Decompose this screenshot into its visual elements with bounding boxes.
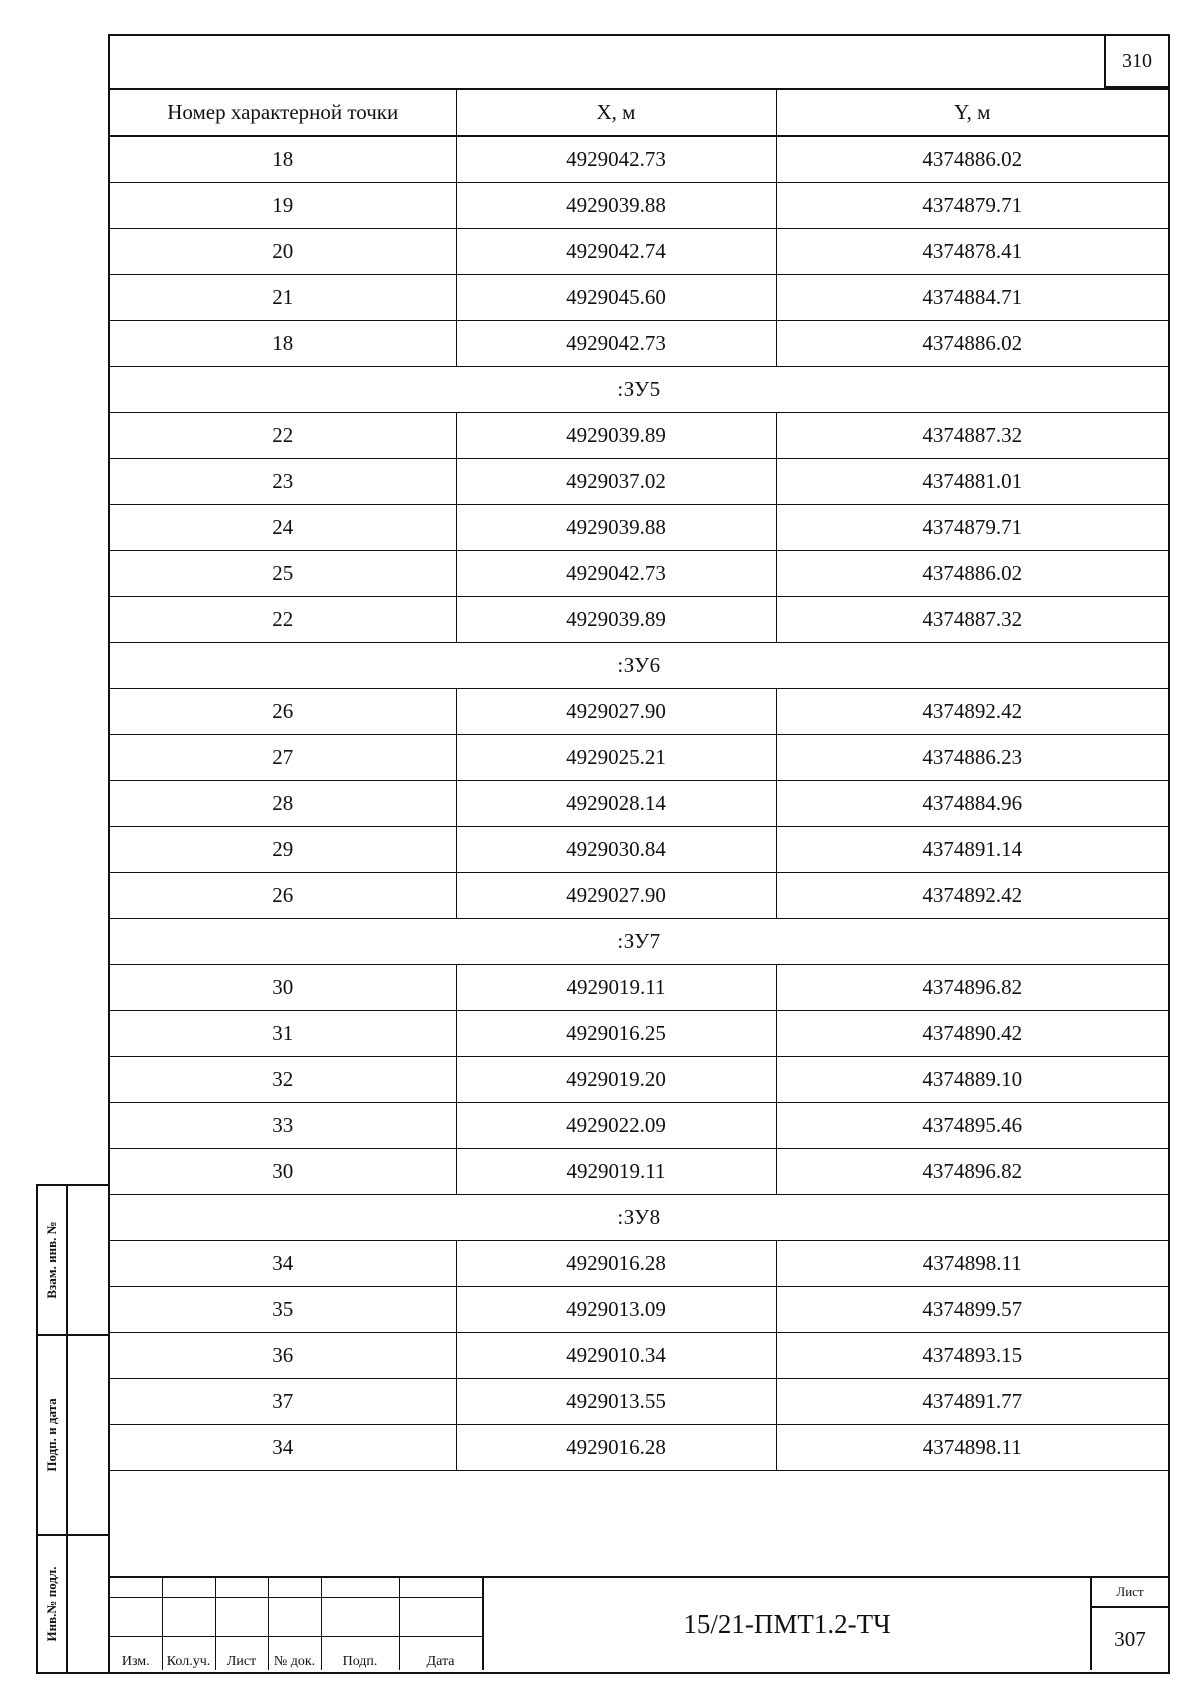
cell-y: 4374896.82 bbox=[776, 1149, 1168, 1195]
cell-y: 4374893.15 bbox=[776, 1333, 1168, 1379]
table-row bbox=[110, 551, 1168, 597]
column-doc-number: № док. bbox=[268, 1636, 321, 1670]
cell-x: 4929045.60 bbox=[456, 275, 776, 321]
table-row bbox=[110, 781, 1168, 827]
cell-x: 4929022.09 bbox=[456, 1103, 776, 1149]
section-row bbox=[110, 367, 1168, 413]
table-row bbox=[110, 735, 1168, 781]
cell-y: 4374887.32 bbox=[776, 413, 1168, 459]
table-row bbox=[110, 689, 1168, 735]
table-row bbox=[110, 321, 1168, 367]
cell-x: 4929019.20 bbox=[456, 1057, 776, 1103]
cell-point-number: 25 bbox=[110, 551, 456, 597]
document-code: 15/21-ПМТ1.2-ТЧ bbox=[482, 1578, 1092, 1670]
cell-y: 4374886.23 bbox=[776, 735, 1168, 781]
table-row bbox=[110, 413, 1168, 459]
coordinates-table bbox=[110, 88, 1168, 1471]
table-row bbox=[110, 1149, 1168, 1195]
cell-point-number: 21 bbox=[110, 275, 456, 321]
cell-point-number: 34 bbox=[110, 1241, 456, 1287]
table-row bbox=[110, 136, 1168, 183]
table-row bbox=[110, 459, 1168, 505]
cell-point-number: 18 bbox=[110, 136, 456, 183]
column-kol-uch: Кол.уч. bbox=[162, 1636, 215, 1670]
cell-x: 4929042.73 bbox=[456, 551, 776, 597]
section-row bbox=[110, 643, 1168, 689]
cell-x: 4929039.88 bbox=[456, 183, 776, 229]
cell-y: 4374879.71 bbox=[776, 183, 1168, 229]
cell-point-number: 32 bbox=[110, 1057, 456, 1103]
column-signature: Подп. bbox=[321, 1636, 399, 1670]
cell-x: 4929019.11 bbox=[456, 1149, 776, 1195]
cell-y: 4374884.71 bbox=[776, 275, 1168, 321]
table-row bbox=[110, 1241, 1168, 1287]
cell-point-number: 35 bbox=[110, 1287, 456, 1333]
cell-point-number: 28 bbox=[110, 781, 456, 827]
cell-point-number: 20 bbox=[110, 229, 456, 275]
stamp-label: Инв.№ подл. bbox=[44, 1566, 59, 1642]
cell-y: 4374890.42 bbox=[776, 1011, 1168, 1057]
page-number: 310 bbox=[1104, 36, 1168, 88]
cell-y: 4374898.11 bbox=[776, 1241, 1168, 1287]
table-header-row bbox=[110, 89, 1168, 136]
cell-x: 4929042.73 bbox=[456, 321, 776, 367]
stamp-label: Взам. инв. № bbox=[44, 1221, 59, 1299]
cell-x: 4929039.88 bbox=[456, 505, 776, 551]
cell-point-number: 33 bbox=[110, 1103, 456, 1149]
stamp-label: Подп. и дата bbox=[44, 1398, 59, 1472]
section-row bbox=[110, 919, 1168, 965]
cell-x: 4929016.25 bbox=[456, 1011, 776, 1057]
table-row bbox=[110, 183, 1168, 229]
cell-x: 4929016.28 bbox=[456, 1425, 776, 1471]
sheet-label: Лист bbox=[1092, 1578, 1168, 1608]
cell-y: 4374889.10 bbox=[776, 1057, 1168, 1103]
cell-y: 4374892.42 bbox=[776, 873, 1168, 919]
section-label: :ЗУ8 bbox=[110, 1195, 1168, 1241]
stamp-replacement-inventory bbox=[38, 1186, 108, 1336]
table-row bbox=[110, 275, 1168, 321]
title-block bbox=[110, 1576, 1168, 1672]
cell-point-number: 22 bbox=[110, 597, 456, 643]
table-row bbox=[110, 229, 1168, 275]
cell-y: 4374886.02 bbox=[776, 551, 1168, 597]
cell-y: 4374896.82 bbox=[776, 965, 1168, 1011]
table-row bbox=[110, 827, 1168, 873]
table-row bbox=[110, 505, 1168, 551]
table-row bbox=[110, 1333, 1168, 1379]
cell-y: 4374891.14 bbox=[776, 827, 1168, 873]
column-list: Лист bbox=[215, 1636, 268, 1670]
cell-point-number: 30 bbox=[110, 965, 456, 1011]
cell-x: 4929019.11 bbox=[456, 965, 776, 1011]
cell-x: 4929042.74 bbox=[456, 229, 776, 275]
cell-point-number: 27 bbox=[110, 735, 456, 781]
table-row bbox=[110, 965, 1168, 1011]
column-izm: Изм. bbox=[110, 1636, 162, 1670]
cell-point-number: 19 bbox=[110, 183, 456, 229]
table-row bbox=[110, 1011, 1168, 1057]
table-row bbox=[110, 1287, 1168, 1333]
cell-y: 4374886.02 bbox=[776, 321, 1168, 367]
cell-y: 4374881.01 bbox=[776, 459, 1168, 505]
column-date: Дата bbox=[399, 1636, 482, 1670]
cell-point-number: 37 bbox=[110, 1379, 456, 1425]
cell-y: 4374887.32 bbox=[776, 597, 1168, 643]
cell-x: 4929027.90 bbox=[456, 873, 776, 919]
cell-y: 4374895.46 bbox=[776, 1103, 1168, 1149]
cell-point-number: 36 bbox=[110, 1333, 456, 1379]
cell-y: 4374892.42 bbox=[776, 689, 1168, 735]
cell-x: 4929025.21 bbox=[456, 735, 776, 781]
cell-x: 4929010.34 bbox=[456, 1333, 776, 1379]
sheet-number: 307 bbox=[1114, 1626, 1146, 1651]
cell-point-number: 18 bbox=[110, 321, 456, 367]
cell-x: 4929027.90 bbox=[456, 689, 776, 735]
cell-point-number: 24 bbox=[110, 505, 456, 551]
cell-point-number: 34 bbox=[110, 1425, 456, 1471]
cell-x: 4929039.89 bbox=[456, 597, 776, 643]
cell-x: 4929042.73 bbox=[456, 136, 776, 183]
cell-x: 4929016.28 bbox=[456, 1241, 776, 1287]
cell-point-number: 23 bbox=[110, 459, 456, 505]
cell-point-number: 26 bbox=[110, 873, 456, 919]
cell-y: 4374891.77 bbox=[776, 1379, 1168, 1425]
stamp-signature-date bbox=[38, 1336, 108, 1536]
cell-point-number: 29 bbox=[110, 827, 456, 873]
header-y: Y, м bbox=[776, 89, 1168, 136]
section-label: :ЗУ7 bbox=[110, 919, 1168, 965]
cell-point-number: 26 bbox=[110, 689, 456, 735]
section-row bbox=[110, 1195, 1168, 1241]
table-row bbox=[110, 1057, 1168, 1103]
cell-x: 4929037.02 bbox=[456, 459, 776, 505]
cell-y: 4374886.02 bbox=[776, 136, 1168, 183]
header-x: X, м bbox=[456, 89, 776, 136]
section-label: :ЗУ6 bbox=[110, 643, 1168, 689]
cell-y: 4374884.96 bbox=[776, 781, 1168, 827]
table-row bbox=[110, 1425, 1168, 1471]
table-body bbox=[110, 136, 1168, 1471]
cell-x: 4929013.09 bbox=[456, 1287, 776, 1333]
table-row bbox=[110, 1103, 1168, 1149]
left-stamp bbox=[36, 1184, 108, 1674]
cell-y: 4374879.71 bbox=[776, 505, 1168, 551]
cell-x: 4929039.89 bbox=[456, 413, 776, 459]
cell-y: 4374899.57 bbox=[776, 1287, 1168, 1333]
header-point-number: Номер характерной точки bbox=[110, 89, 456, 136]
cell-point-number: 30 bbox=[110, 1149, 456, 1195]
table-row bbox=[110, 1379, 1168, 1425]
cell-y: 4374898.11 bbox=[776, 1425, 1168, 1471]
cell-point-number: 22 bbox=[110, 413, 456, 459]
cell-x: 4929030.84 bbox=[456, 827, 776, 873]
cell-x: 4929013.55 bbox=[456, 1379, 776, 1425]
cell-y: 4374878.41 bbox=[776, 229, 1168, 275]
revision-grid bbox=[110, 1578, 483, 1670]
table-row bbox=[110, 873, 1168, 919]
section-label: :ЗУ5 bbox=[110, 367, 1168, 413]
cell-point-number: 31 bbox=[110, 1011, 456, 1057]
drawing-sheet bbox=[108, 34, 1170, 1674]
stamp-original-inventory bbox=[38, 1536, 108, 1672]
table-row bbox=[110, 597, 1168, 643]
cell-x: 4929028.14 bbox=[456, 781, 776, 827]
